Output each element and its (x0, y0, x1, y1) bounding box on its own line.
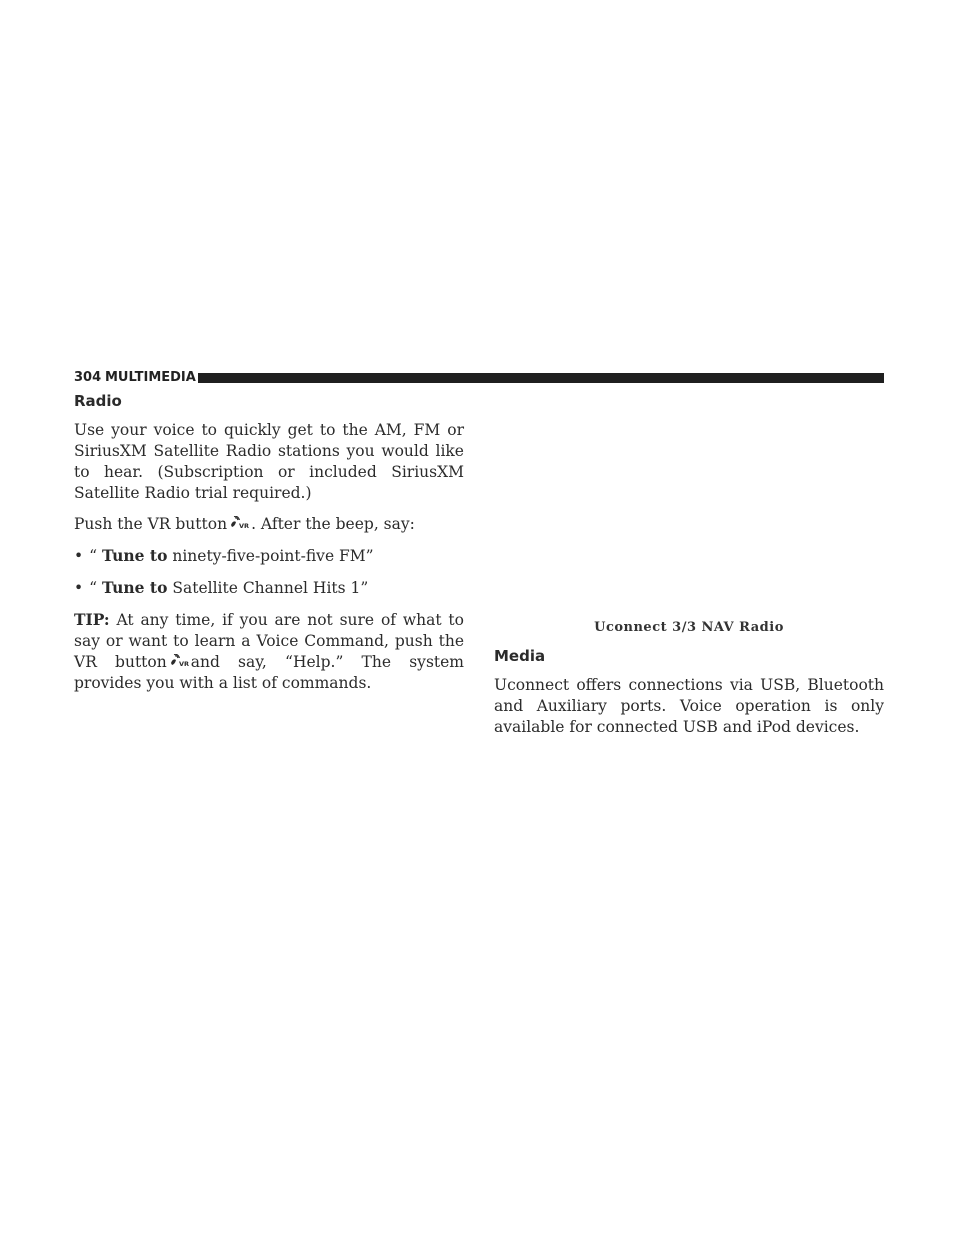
page-header (74, 370, 884, 386)
left-column (74, 392, 464, 704)
page-number: 304 (74, 370, 102, 385)
voice-recognition-icon (169, 654, 189, 668)
svg-text:VR: VR (178, 660, 189, 668)
list-item: • “ Tune to Satellite Channel Hits 1” (74, 578, 369, 597)
svg-text:VR: VR (239, 522, 250, 530)
push-instruction (74, 514, 464, 535)
tip-after-text: and say, “Help.” The system provides you with a list of commands. (74, 653, 464, 692)
section-title: MULTIMEDIA (105, 370, 196, 385)
command-text: ninety-five-point-five FM” (172, 547, 374, 565)
tip-paragraph (74, 609, 464, 694)
media-heading: Media (494, 647, 546, 665)
command-keyword: Tune to (102, 546, 168, 565)
command-text: Satellite Channel Hits 1” (172, 579, 369, 597)
tip-before-text: At any time, if you are not sure of what to say or want to learn a Voice Command, push the VR button (74, 611, 464, 671)
media-paragraph: Uconnect offers connections via USB, Bluetooth and Auxiliary ports. Voice operation is only available for connected USB and iPod devices. (494, 676, 884, 736)
figure-image-area (494, 390, 884, 620)
command-keyword: Tune to (102, 578, 168, 597)
figure-caption: Uconnect 3/3 NAV Radio (594, 620, 784, 635)
header-rule (198, 373, 884, 383)
tip-label: TIP: (74, 610, 110, 629)
right-column (494, 390, 884, 748)
voice-recognition-icon (229, 516, 249, 530)
radio-heading: Radio (74, 392, 122, 410)
push-before-text: Push the VR button (74, 515, 228, 533)
radio-intro: Use your voice to quickly get to the AM, FM or SiriusXM Satellite Radio stations you would like to hear. (Subscription or included SiriusXM Satellite Radio trial required.) (74, 421, 464, 502)
push-after-text: . After the beep, say: (251, 515, 415, 533)
list-item: • “ Tune to ninety-five-point-five FM” (74, 546, 374, 565)
